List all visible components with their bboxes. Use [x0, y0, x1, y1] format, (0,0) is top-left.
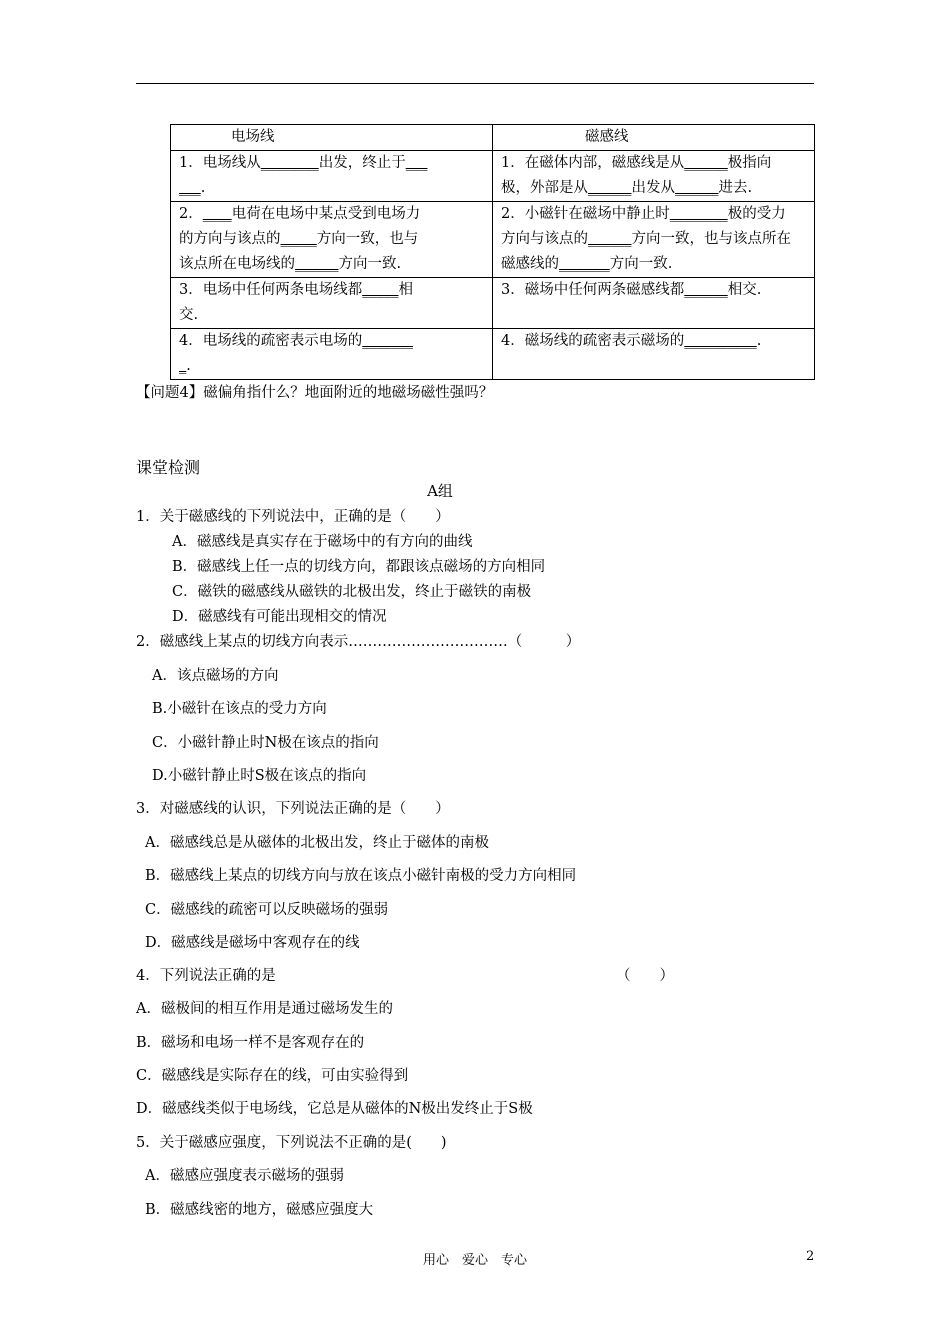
blank: __________ — [684, 333, 757, 349]
blank: ________ — [669, 206, 728, 222]
cell-electric-4: 4．电场线的疏密表示电场的_______ _. — [171, 329, 493, 380]
header-electric-field-lines: 电场线 — [171, 125, 493, 151]
question-3: 3．对磁感线的认识，下列说法正确的是（ ） — [136, 801, 450, 817]
cell-electric-2: 2．____电荷在电场中某点受到电场力 的方向与该点的_____方向一致，也与 该点所在电场线的______方向一致. — [171, 202, 493, 278]
cell-magnetic-4: 4．磁场线的疏密表示磁场的__________. — [493, 329, 815, 380]
option-5a: A．磁感应强度表示磁场的强弱 — [145, 1168, 344, 1184]
option-4b: B．磁场和电场一样不是客观存在的 — [136, 1035, 365, 1051]
option-2a: A．该点磁场的方向 — [152, 668, 279, 684]
blank: ______ — [295, 256, 339, 272]
blank: ______ — [684, 282, 728, 298]
page-footer: 用心 爱心 专心 — [422, 1253, 527, 1268]
option-1b: B．磁感线上任一点的切线方向，都跟该点磁场的方向相同 — [172, 559, 546, 575]
blank: _______ — [362, 333, 413, 349]
option-1c: C．磁铁的磁感线从磁铁的北极出发，终止于磁铁的南极 — [172, 584, 532, 600]
page-number: 2 — [806, 1249, 815, 1264]
option-3d: D．磁感线是磁场中客观存在的线 — [145, 935, 360, 951]
question-4: 【问题4】磁偏角指什么？地面附近的地磁场磁性强吗？ — [136, 385, 494, 401]
blank: ___ — [405, 155, 428, 171]
table-row — [171, 278, 815, 329]
option-5b: B．磁感线密的地方，磁感应强度大 — [145, 1202, 374, 1218]
table-row — [171, 202, 815, 278]
table-header-row — [171, 125, 815, 151]
option-4d: D．磁感线类似于电场线，它总是从磁体的N极出发终止于S极 — [136, 1101, 533, 1117]
section-title: 课堂检测 — [136, 458, 201, 477]
cell-electric-1: 1．电场线从________出发，终止于___ ___. — [171, 151, 493, 202]
question-1: 1．关于磁感线的下列说法中，正确的是（ ） — [136, 509, 450, 525]
table-row — [171, 329, 815, 380]
option-2d: D.小磁针静止时S极在该点的指向 — [152, 768, 367, 784]
blank: ______ — [684, 155, 728, 171]
header-magnetic-field-lines: 磁感线 — [493, 125, 815, 151]
blank: ___ — [179, 180, 201, 196]
question-5: 5．关于磁感应强度，下列说法不正确的是( ) — [136, 1135, 447, 1151]
cell-magnetic-1: 1．在磁体内部，磁感线是从______极指向 极，外部是从______出发从______进去. — [493, 151, 815, 202]
option-2c: C．小磁针静止时N极在该点的指向 — [152, 735, 379, 751]
option-4a: A．磁极间的相互作用是通过磁场发生的 — [136, 1001, 393, 1017]
option-3c: C．磁感线的疏密可以反映磁场的强弱 — [145, 902, 389, 918]
blank: _____ — [280, 231, 317, 247]
blank: _ — [179, 358, 187, 374]
cell-magnetic-2: 2．小磁针在磁场中静止时________极的受力 方向与该点的______方向一致，也与该点所在 磁感线的_______方向一致. — [493, 202, 815, 278]
option-3b: B．磁感线上某点的切线方向与放在该点小磁针南极的受力方向相同 — [145, 868, 577, 884]
option-1a: A．磁感线是真实存在于磁场中的有方向的曲线 — [172, 534, 473, 550]
option-2b: B.小磁针在该点的受力方向 — [152, 701, 327, 717]
comparison-table — [170, 124, 815, 380]
answer-bracket-4: （ ） — [616, 968, 674, 984]
group-title: A组 — [427, 482, 453, 500]
table-row — [171, 151, 815, 202]
blank: ______ — [588, 231, 632, 247]
blank: _____ — [362, 282, 399, 298]
question-2: 2．磁感线上某点的切线方向表示……………………………（ ） — [136, 634, 581, 650]
blank: ________ — [260, 155, 319, 171]
option-3a: A．磁感线总是从磁体的北极出发，终止于磁体的南极 — [145, 835, 489, 851]
cell-magnetic-3: 3．磁场中任何两条磁感线都______相交. — [493, 278, 815, 329]
header-rule — [136, 83, 814, 84]
blank: ____ — [202, 206, 232, 222]
option-4c: C．磁感线是实际存在的线，可由实验得到 — [136, 1068, 409, 1084]
option-1d: D．磁感线有可能出现相交的情况 — [172, 609, 387, 625]
cell-electric-3: 3．电场中任何两条电场线都_____相 交. — [171, 278, 493, 329]
question-4-text: 4．下列说法正确的是 — [136, 968, 276, 984]
blank: _______ — [559, 256, 610, 272]
blank: ______ — [675, 180, 719, 196]
blank: ______ — [588, 180, 632, 196]
